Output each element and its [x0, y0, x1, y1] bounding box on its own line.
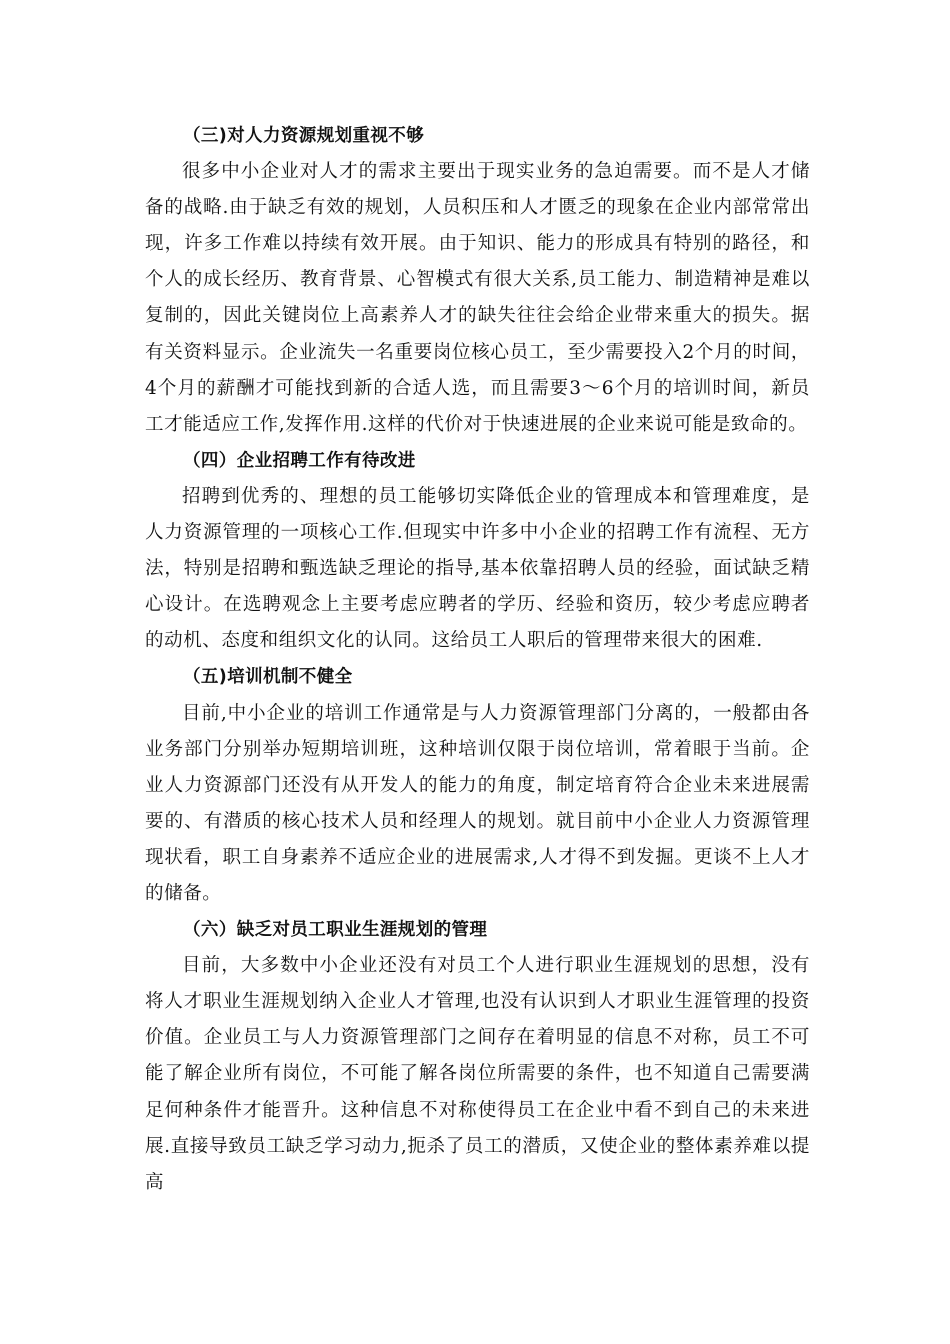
document-body [145, 118, 810, 1201]
section-heading-4: （四）企业招聘工作有待改进 [183, 450, 416, 471]
section-paragraph-4: 招聘到优秀的、理想的员工能够切实降低企业的管理成本和管理难度，是人力资源管理的一项核心工作.但现实中许多中小企业的招聘工作有流程、无方法，特别是招聘和甄选缺乏理论的指导,基本依靠招聘人员的经验，面试缺乏精心设计。在选聘观念上主要考虑应聘者的学历、经验和资历，较少考虑应聘者的动机、态度和组织文化的认同。这给员工人职后的管理带来很大的困难. [145, 485, 810, 652]
section-paragraph-5: 目前,中小企业的培训工作通常是与人力资源管理部门分离的，一般都由各业务部门分别举办短期培训班，这种培训仅限于岗位培训，常着眼于当前。企业人力资源部门还没有从开发人的能力的角度，制定培育符合企业未来进展需要的、有潜质的核心技术人员和经理人的规划。就目前中小企业人力资源管理现状看，职工自身素养不适应企业的进展需求,人才得不到发掘。更谈不上人才的储备。 [145, 702, 810, 904]
section-heading-3: （三)对人力资源规划重视不够 [183, 126, 425, 146]
section-heading-6: （六）缺乏对员工职业生涯规划的管理 [183, 920, 488, 941]
section-paragraph-3: 很多中小企业对人才的需求主要出于现实业务的急迫需要。而不是人才储备的战略.由于缺乏有效的规划，人员积压和人才匮乏的现象在企业内部常常出现，许多工作难以持续有效开展。由于知识、能力的形成具有特别的路径，和个人的成长经历、教育背景、心智模式有很大关系,员工能力、制造精神是难以复制的，因此关键岗位上高素养人才的缺失往往会给企业带来重大的损失。据有关资料显示。企业流失一名重要岗位核心员工，至少需要投入2个月的时间，4个月的薪酬才可能找到新的合适人选，而且需要3～6个月的培训时间，新员工才能适应工作,发挥作用.这样的代价对于快速进展的企业来说可能是致命的。 [145, 161, 810, 435]
section-paragraph-6: 目前，大多数中小企业还没有对员工个人进行职业生涯规划的思想，没有将人才职业生涯规划纳入企业人才管理,也没有认识到人才职业生涯管理的投资价值。企业员工与人力资源管理部门之间存在着明显的信息不对称，员工不可能了解企业所有岗位，不可能了解各岗位所需要的条件，也不知道自己需要满足何种条件才能晋升。这种信息不对称使得员工在企业中看不到自己的未来进展.直接导致员工缺乏学习动力,扼杀了员工的潜质，又使企业的整体素养难以提高 [145, 955, 810, 1193]
section-heading-5: （五)培训机制不健全 [183, 667, 353, 688]
